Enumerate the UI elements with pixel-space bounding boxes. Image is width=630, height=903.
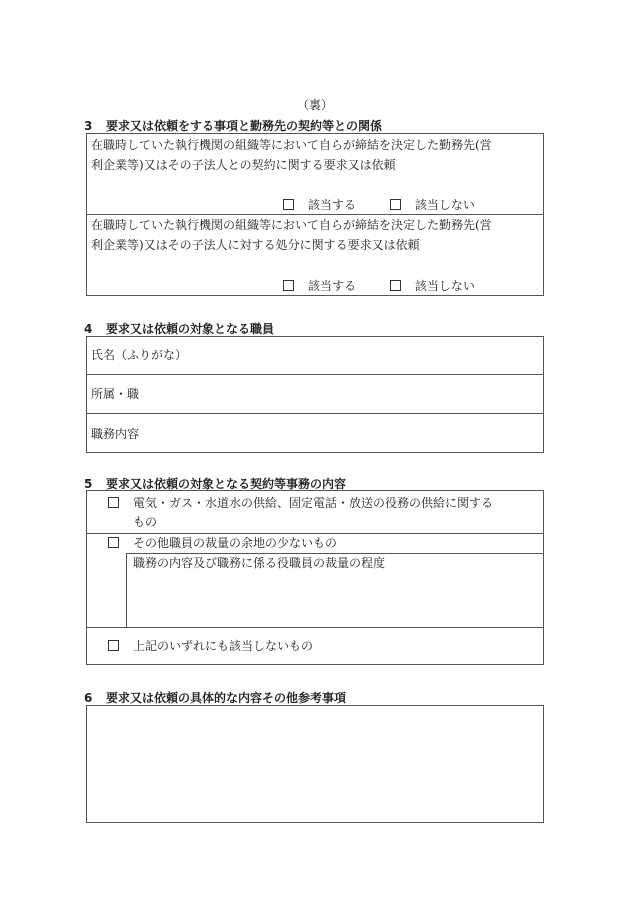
section-4-divider-1: [86, 374, 544, 375]
checkbox-icon[interactable]: [390, 199, 401, 210]
section-3-heading: [84, 117, 382, 134]
section-3-item-1-no-label: 該当しない: [414, 198, 475, 212]
section-5-option-1-label-line-2: もの: [133, 515, 158, 529]
section-6-title: 要求又は依頼の具体的な内容その他参考事項: [106, 691, 347, 705]
section-5-title: 要求又は依頼の対象となる契約等事務の内容: [106, 477, 347, 491]
section-4-duties-field[interactable]: 職務内容: [91, 427, 140, 441]
section-3-item-2-no-option[interactable]: [390, 277, 475, 294]
section-3-item-2-yes-option[interactable]: [283, 277, 356, 294]
section-3-item-2-choices: [283, 277, 475, 294]
section-3-number: 3: [84, 119, 93, 133]
section-3-item-1-text-line-2: 利企業等)又はその子法人との契約に関する要求又は依頼: [91, 158, 396, 172]
checkbox-icon[interactable]: [108, 497, 119, 508]
section-5-option-2-sub-label: 職務の内容及び職務に係る役職員の裁量の程度: [133, 556, 386, 570]
checkbox-icon[interactable]: [390, 280, 401, 291]
checkbox-icon[interactable]: [108, 537, 119, 548]
section-3-title: 要求又は依頼をする事項と勤務先の契約等との関係: [106, 119, 383, 133]
section-6-heading: [84, 689, 346, 706]
checkbox-icon[interactable]: [283, 199, 294, 210]
section-4-number: 4: [84, 322, 93, 336]
section-3-item-2-yes-label: 該当する: [308, 279, 357, 293]
checkbox-icon[interactable]: [108, 640, 119, 651]
section-5-divider-3: [86, 627, 544, 628]
section-5-option-3-label: 上記のいずれにも該当しないもの: [133, 639, 314, 653]
section-3-item-2-text-line-2: 利企業等)又はその子法人に対する処分に関する要求又は依頼: [91, 238, 420, 252]
section-3-item-1-yes-label: 該当する: [308, 198, 357, 212]
section-4-affiliation-field[interactable]: 所属・職: [91, 387, 140, 401]
page-side-label: （裏）: [296, 98, 333, 112]
section-5-subbox-left: [126, 553, 127, 627]
checkbox-icon[interactable]: [283, 280, 294, 291]
section-3-item-1-text-line-1: 在職時していた執行機関の組織等において自らが締結を決定した勤務先(営: [91, 138, 492, 152]
section-3-item-1-choices: [283, 196, 475, 213]
section-4-title: 要求又は依頼の対象となる職員: [106, 322, 275, 336]
section-5-option-1-label-line-1: 電気・ガス・水道水の供給、固定電話・放送の役務の供給に関する: [133, 496, 494, 510]
section-4-name-field[interactable]: 氏名（ふりがな）: [91, 348, 188, 362]
section-4-heading: [84, 320, 274, 337]
section-6-text-area[interactable]: [86, 705, 544, 823]
section-5-number: 5: [84, 477, 93, 491]
section-3-item-2-no-label: 該当しない: [414, 279, 475, 293]
section-5-option-2-label: その他職員の裁量の余地の少ないもの: [133, 536, 338, 550]
section-6-number: 6: [84, 691, 93, 705]
section-3-item-1-no-option[interactable]: [390, 196, 475, 213]
section-5-option-3[interactable]: [108, 636, 313, 656]
section-3-item-2-text-line-1: 在職時していた執行機関の組織等において自らが締結を決定した勤務先(営: [91, 218, 492, 232]
section-5-option-1[interactable]: [108, 493, 493, 513]
section-4-divider-2: [86, 413, 544, 414]
section-3-item-1-yes-option[interactable]: [283, 196, 356, 213]
section-5-option-2[interactable]: [108, 533, 337, 553]
